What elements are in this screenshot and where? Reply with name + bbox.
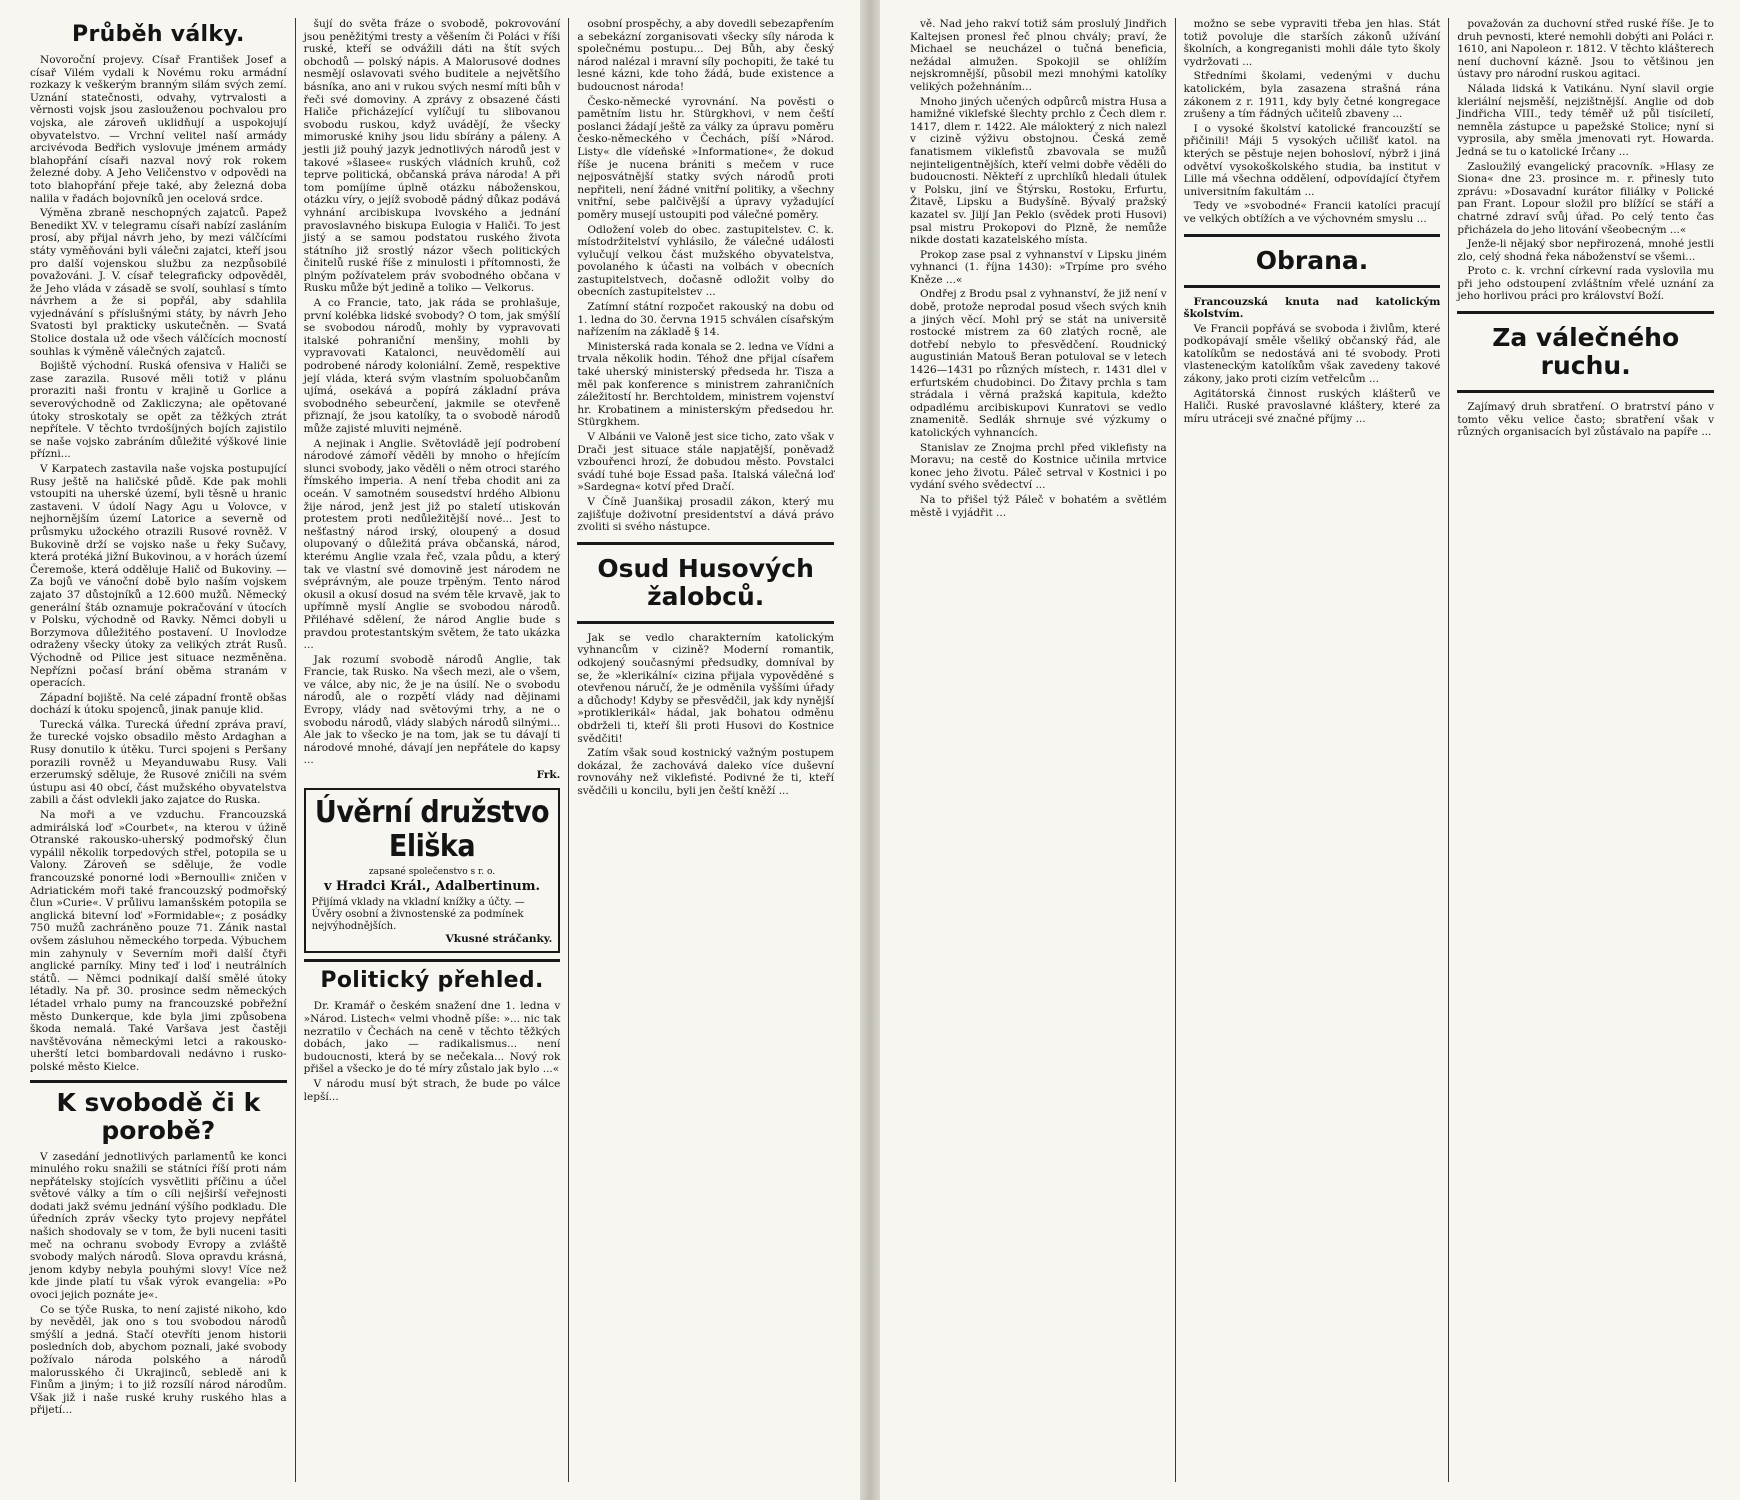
article-paragraph: Agitátorská činnost ruských klášterů ve Haliči. Ruské pravoslavné kláštery, které za míru utráceji své značné příjmy ... <box>1183 387 1441 425</box>
article-paragraph: Proto c. k. vrchní církevní rada vyslovila mu při jeho odstoupení zvláštním vřelé uznání za jeho horlivou práci pro království Boží. <box>1457 265 1715 303</box>
article-paragraph: Středními školami, vedenými v duchu katolickém, byla zasazena strašná rána zákonem z r. 1911, kdy byly četné kongregace zrušeny a tím řádných učitelů zbaveny ... <box>1183 70 1441 121</box>
article-title-za-valecneho-ruchu: Za válečného ruchu. <box>1492 323 1680 381</box>
article-paragraph: Jak rozumí svobodě národů Anglie, tak Francie, tak Rusko. Na všech mezi, ale o všem, ve válce, aby nic, že je na úsilí. Ne o svobodu národů, ale o rozpětí vlády nad dějinami Evropy, vlády nad světovými trhy, a ne o svobodu národů, vlády slabých národů silnými... Ale jak to všecko je na tom, jak se tu dávají ti národové mnohé, dávají jen nepřátele do kapsy ... <box>303 653 561 767</box>
article-signature: Frk. <box>536 769 561 782</box>
article-paragraph: Novoroční projevy. Císař František Josef a císař Vilém vydali k Novému roku armádní rozkazy k veškerým branným silám svých zemí. Uznání statečnosti, odvahy, vytrvalosti a věrnosti vojsk jsou zaslouženou pochvalou pro vojska, ale zároveň uklidňují a uspokojují obyvatelstvo. — Vrchní velitel naší armády arcivévoda Bedřich vyslovuje jménem armády blahopřání císaři nazval nový rok rokem železné doby. A Jeho Veličenstvo v odpovědi na toto blahopřání přeje také, aby železná doba nalila v řadách bojovníků jen ocelová srdce. <box>30 54 287 205</box>
article-title-obrana: Obrana. <box>1255 245 1369 275</box>
article-paragraph: Výměna zbraně neschopných zajatců. Papež Benedikt XV. v telegramu císaři nabízí zasláním prosí, aby přijal návrh jeho, by mezi válčícími státy vyměňováni byli válečni zajatci, kteří jsou pro další vojenskou službu za nezpůsobilé považováni. J. V. císař telegraficky odpověděl, že Jeho vláda v zásadě se svolí, souhlasí s tímto návrhem a že si popřál, aby sdahlila vyjednávání s příslušnými státy, by návrh Jeho Svatosti byl prakticky uskutečněn. — Svatá Stolice dostala už ode všech válčících mocností souhlas k výměně válečných zajatců. <box>30 207 287 358</box>
article-paragraph: V národu musí být strach, že bude po válce lepší... <box>303 1077 561 1103</box>
article-paragraph: Ministerská rada konala se 2. ledna ve Vídni a trvala několik hodin. Téhož dne přijal císařem také uherský ministerský předseda hr. Tisza a měl pak konference s ministrem zahraničních záležitostí hr. Berchtoldem, ministrem vojenství hr. Krobatinem a ministerským předsedou hr. Stürgkhem. <box>577 340 835 429</box>
article-paragraph: možno se sebe vypraviti třeba jen hlas. Stát totiž povoluje dle starších zákonů užívání školních, a kongreganisti mohli dále tyto školy vydržovati ... <box>1183 18 1441 68</box>
article-paragraph: Na moři a ve vzduchu. Francouzská admirálská loď »Courbet«, na kterou v úžině Otranské rakousko-uherský podmořský člun vypálil několik torpedových střel, potopila se u Valony. Zároveň se sděluje, že vodle francouzské ponorné lodi »Bernoulli« zničen v Adriatickém moři také francouzský podmořský člun »Curie«. V průlivu lamanšském potopila se anglická bitevní loď »Formidable«; z posádky 750 mužů zachráněno pouze 71. Zánik nastal ovšem zásluhou německého torpeda. Výbuchem min zahynuly v Severním moři další čtyři anglické parníky. Miny teď i loď i neutrálních států. — Němci podnikají další smělé útoky létadly. Na př. 30. prosince sedm německých létadel vrhalo pumy na francouzské pobřežní město Dunkerque, kde byla jimi způsobena škoda nemalá. Také Varšava jest častěji navštěvována německými letci a rakousko-uherští letci bombardovali nedávno i rusko-polské město Kielce. <box>30 809 287 1073</box>
section-divider <box>304 959 561 962</box>
article-paragraph: Jenže-li nějaký sbor nepřirozená, mnohé jestli zlo, celý shodná řeka náboženství se všemi... <box>1457 238 1715 263</box>
article-paragraph: vě. Nad jeho rakví totiž sám proslulý Jindřich Kaltejsen pronesl řeč plnou chvály; praví, že Michael se neucházel o tučná beneficia, nežádal almužen. Spokojil se ohlížím nejskromnější, působil mezi mnohými katolíky velikých požehnáním... <box>910 18 1167 93</box>
article-paragraph: Tedy ve »svobodné« Francii katolíci pracují ve velkých obtížích a ve výchovném smyslu ... <box>1183 200 1441 225</box>
article-paragraph: Dr. Kramář o českém snažení dne 1. ledna v »Národ. Listech« velmi vhodně píše: »... nic tak nezratilo v Čechách na ceně v těchto těžkých dobách, jako — radikalismus... není budoucnosti, která by se nečekala... Nový rok přišel a všecko je do té míry zůstalo jak bylo ...« <box>303 1000 561 1076</box>
article-paragraph: V Albánii ve Valoně jest sice ticho, zato však v Drači jest situace stále napjatější, poněvadž vzbouřenci hrozí, že dobudou město. Povstalci svádí tuhé boje Essad paša. Italská válečná loď »Sardegna« kotví před Dračí. <box>577 431 835 494</box>
article-paragraph: Zasloužilý evangelický pracovník. »Hlasy ze Siona« dne 23. prosince m. r. přinesly tuto zprávu: »Dosavadní kurátor filiálky v Polické pan Frant. Lopour složil pro blížící se stáří a chatrné zdraví svůj úřad. Po celý tento čas přicházela do jeho litování všeobecným ...« <box>1457 160 1715 236</box>
right-col-1 <box>902 18 1176 1482</box>
article-paragraph: Zatímní státní rozpočet rakouský na dobu od 1. ledna do 30. června 1915 schválen císařským nařízením na základě § 14. <box>577 301 835 339</box>
boxed-title-frame <box>577 542 834 624</box>
article-paragraph: šují do světa fráze o svobodě, pokrovování jsou peněžitými tresty a věšením či Poláci v říši ruské, kteří se odvážili dáti na štít svých obchodů — polský nápis. A Malorusové dodnes nesmějí oslavovati svého buditele a největšího básníka, ano ani v rukou svých nesmí míti bůh v řeči své domoviny. A zprávy z obsazené části Haliče přicházející vylíčují tu slibovanou svobodu ruskou, když uvádějí, že všecky mimoruské knihy jsou lidu sbírány a páleny. A jestli již pouhý jazyk jednotlivých národů jest v takové »šlasee« ruských vládních kruhů, což teprve politická, občanská práva národa! A při tom pomíjíme úplně otázku náboženskou, otázku víry, o jejíž svobodě pádný důkaz podává vyhnání arcibiskupa lvovského a jednání pravoslavného biskupa Eulogia v Haliči. To jest jistý a se samou podstatou ruského života státního již srostlý názor všech politických činitelů ruské říše z minulosti i přítomnosti, že plným požívatelem práv svobodného občana v Rusku může být jedině a toliko — Velkorus. <box>303 18 561 295</box>
article-paragraph: Ve Francii popřává se svoboda i živlům, které podkopávají směle všeliký občanský řád, ale katolíkům se nedostává ani té svobody. Proti vlasteneckým katolíkům však zavedeny takové zákony, jako proti cizím vetřelcům ... <box>1183 322 1441 386</box>
ad-title: Úvěrní družstvo Eliška <box>314 794 550 864</box>
ad-subtitle: zapsané společenstvo s r. o. <box>368 866 496 877</box>
article-paragraph: V Karpatech zastavila naše vojska postupující Rusy ještě na haličské půdě. Kde pak mohli vstoupiti na uherské území, byli těsně u hranic zastaveni. V údolí Nagy Agu u Volovce, v nejhornějším území Latorice a severně od průsmyku užockého otrazili Rusové rovněž. V Bukovině drží se vojsko naše u řeky Sučavy, která protéká jižní Bukovinou, a v horách území Čeremoše, která odděluje Halič od Bukoviny. — Za bojů ve vánoční době bylo naším vojskem zajato 37 důstojníků a 12.600 mužů. Německý generální štáb oznamuje pokračování v útocích v Polsku, východně od Ravky. Němci dobyli u Borzymova důležitého postavení. U Inovlodze odraženy všecky útoky za velikých ztrát Rusů. Východně od Pilice jest situace nezměněna. Nepřízni počasí brání oběma stranám v operacích. <box>30 463 287 690</box>
ad-body: Přijímá vklady na vkladní knížky a účty. — Úvěry osobní a živnostenské za podmínek nejvýhodnějších. <box>311 896 525 932</box>
article-paragraph: osobní prospěchy, a aby dovedli sebezapřením a sebekázní zorganisovati všecky síly národa k společnému postupu... Dej Bůh, aby český národ nalézal i mravní síly pochopiti, že také tu lesné kázni, kde toho žádá, bude existence a budoucnost národa! <box>577 18 835 93</box>
left-col-1 <box>22 18 296 1482</box>
article-title-k-svobode: K svobodě či k porobě? <box>56 1087 261 1145</box>
article-paragraph: Jak se vedlo charakterním katolickým vyhnancům v cizině? Moderní romantik, odkojený současnými předsudky, domníval by se, že »klerikální« cizina přijala vypověděné s otevřenou náručí, že je odměnila vyššími úřady a důchody! Kdyby se přesvědčil, jak kdy nynější »protiklerikál« hádal, jak bohatou odměnu obdrželi ti, kteří šli proti Husovi do Kostnice svědčiti! <box>577 631 835 745</box>
article-paragraph: I o vysoké školství katolické francouzští se přičinili! Máji 5 vysokých učilišť katol. na kterých se pěstuje nejen bohosloví, nýbrž i jiná odvětví vysokoškolského studia, ba institut v Lille má všechna oddělení, odpovídající čtyřem universitním fakultám ... <box>1183 122 1441 198</box>
article-title-osud-husovych: Osud Husových žalobců. <box>597 553 814 611</box>
left-col-3 <box>569 18 842 1482</box>
advertisement-box <box>304 788 561 954</box>
article-paragraph: Zajímavý druh sbratření. O bratrství páno v tomto věku velice často; sbratření však v různých organisacích byl zůstávalo na papíře ... <box>1457 401 1715 439</box>
article-paragraph: považován za duchovní střed ruské říše. Je to druh pevnosti, které nemohli dobýti ani Poláci r. 1610, ani Napoleon r. 1812. V těchto klášterech není duchovní kázně. Jsou to většinou jen ústavy pro národní ruskou agitaci. <box>1457 18 1715 81</box>
left-page-columns <box>22 18 842 1482</box>
article-paragraph: Bojiště východní. Ruská ofensiva v Haliči se zase zarazila. Rusové měli totiž v plánu proraziti naši frontu v krajině u Gorlice a severovýchodně od Zakliczyna; ale opětované útoky stroskotaly se opět za těžkých ztrát nepřítele. V těchto tvrdošíjných bojích zajistilo se naše vojsko zabráním důležité výškové linie přízni... <box>30 360 287 461</box>
left-col-2 <box>296 18 570 1482</box>
article-paragraph: V zasedání jednotlivých parlamentů ke konci minulého roku snažili se státníci říší proti nám nepřátelsky stojících vysvětliti příčinu a účel světové války a tím o cíli nejširší veřejnosti dodati jakž svému jednání výšího podkladu. Dle úředních zpráv všecky tyto projevy nepřátel našich shodovaly se v tom, že byli nuceni tasiti meč na ochranu svobody Evropy a zvláště svobody malých národů. Slova opravdu krásná, jenom kdyby nebyla pouhými slovy! Více než kde jinde platí tu však výrok evangelia: »Po ovoci jejich poznáte je«. <box>30 1150 287 1302</box>
article-paragraph: A co Francie, tato, jak ráda se prohlašuje, první kolébka lidské svobody? O tom, jak smýšlí se svobodou národů, mohly by vypravovati italské pohraniční menšiny, mohli by vypravovati Katalonci, neuvědomělí aui podrobené národy koloniální. Země, respektive její vláda, která svým vlastním spoluobčanům ujímá, osekává a popírá základní práva svobodného sebeurčení, jakmile se otevřeně přiznají, že jsou katolíky, ta o svobodě národů může zajisté mluviti nejméně. <box>303 297 561 435</box>
article-title-politicky-prehled: Politický přehled. <box>320 968 544 994</box>
article-paragraph: A nejinak i Anglie. Světovládě její podrobení národové zámoří věděli by mnoho o hřejícím slunci svobody, jako věděli o něm otroci starého římského imperia. A není třeba chodit ani za oceán. V samotném sousedství hrdého Albionu žije národ, jenž jest již po staletí utiskován protestem proti nedůležitější nové... Jest to nešťastný národ irský, oloupený a dosud olupovaný o důležitá práva občanská, národ, kterému Anglie vzala řeč, vzala půdu, a který tak ve vlastní své domovině jest národem ne svéprávným, ale pouze trpěným. Tento národ okusil a okusí dosud na svém těle krvavě, jak to upřímně myslí Anglie se svobodou národů. Přiléhavé sdělení, že národ Anglie bude s pravdou protestantským světem, že tato ukázka ... <box>303 437 561 652</box>
article-paragraph: Turecká válka. Turecká úřední zpráva praví, že turecké vojsko obsadilo město Ardaghan a Rusy donutilo k útěku. Turci spojeni s Peršany porazili rovněž u Meyanduwabu Rusy. Vali erzerumský sděluje, že Rusové zničili na svém ústupu asi 40 obcí, část mužského obyvatelstva zabili a část odvlekli jako zajatce do Ruska. <box>30 718 287 807</box>
article-paragraph: Na to přišel týž Páleč v bohatém a světlém městě i vyjádřit ... <box>910 493 1167 519</box>
boxed-title-frame <box>1184 234 1441 288</box>
article-paragraph: Česko-německé vyrovnání. Na pověsti o pamětním listu hr. Stürgkhovi, v nem čeští poslanci žádají ještě za války za úpravu poměru česko-německého v Čechách, píší »Národ. Listy« dle vídeňské »Informatione«, že dokud říše je nucena brániti s mečem v ruce nejposvátnější statky svých národů proti nepřiteli, není žádné vnitřní politiky, a všechny vnitřní, sebe palčivější a úpravy vyžadující poměry musejí ustoupiti pod válečné poměry. <box>577 95 835 221</box>
article-paragraph: Odložení voleb do obec. zastupitelstev. C. k. místodržitelství vyhlásilo, že válečné události vylučují velkou část mužského obyvatelstva, povolaného k účasti na volbách v obecních zastupitelstvech, dočasně odložit volby do obecních zastupitelstev ... <box>577 223 835 299</box>
boxed-title-frame <box>1457 311 1714 393</box>
article-paragraph: Zatím však soud kostnický važným postupem dokázal, že zachovává daleko více duševní rovnováhy než viklefisté. Podivné že ti, kteří svědčili u koncilu, byli jen čeští kněží ... <box>577 747 835 797</box>
section-divider <box>30 1080 287 1083</box>
article-paragraph: Západní bojiště. Na celé západní frontě obšas dochází k útoku spojenců, jinak panuje klid. <box>30 691 287 717</box>
article-paragraph: Prokop zase psal z vyhnanství v Lipsku jiném vyhnanci (1. října 1430): »Trpíme pro svého Kněze ...« <box>910 248 1167 286</box>
right-page <box>880 0 1740 1500</box>
ad-place: v Hradci Král., Adalbertinum. <box>323 879 541 895</box>
article-paragraph: V Číně Juanšikaj prosadil zákon, který mu zajišťuje doživotní presidentství a dává právo zvoliti si svého nástupce. <box>577 495 835 534</box>
article-title-prubeh-valky: Průběh války. <box>72 22 245 47</box>
article-paragraph: Ondřej z Brodu psal z vyhnanství, že již není v době, protože neprodal posud všech svých knih a jiných věcí. Mohl prý se stát na universitě rostocké mistrem za 60 zlatých rocně, ale dotřebí nebylo to přesvědčení. Roudnický augustinián Matouš Beran potuloval se v letech 1426—1431 po různých místech, r. 1431 dlel v erfurtském chudobinci. Do Žitavy prchla s tam strádala i věrná pražská kapitula, kdežto odpadlému arcibiskupovi Kunratovi se vedlo znamenitě. Sedlák shrnuje své výzkumy o katolických vyhnancích. <box>910 288 1167 439</box>
article-paragraph: Mnoho jiných učených odpůrců mistra Husa a hamižné viklefské šlechty prchlo z Čech dlem r. 1417, dlem r. 1422. Ale málokterý z nich nalezl v cizině výživu obstojnou. Česká země fanatismem viklefistů zbavovala se mužů nejinteligentnějších, kteří velmi dobře věděli do budoucnosti. Někteří z uprchlíků hledali útulek v Polsku, jiní ve Štýrsku, Rostoku, Erfurtu, Žitavě, Lipsku a Budyšíně. Bývalý pražský kazatel sv. Jiljí Jan Peklo (svědek proti Husovi) psal mistru Prokopovi do Plzně, že nemůže nikde dostati kazatelského místa. <box>910 95 1167 247</box>
left-page <box>0 0 860 1500</box>
article-paragraph: Co se týče Ruska, to není zajisté nikoho, kdo by nevěděl, jak ono s tou svobodou národů smýšlí a jedná. Stačí otevříti jenom historii posledních dob, abychom poznali, jaké svobody požívalo národa polského a národů malorusského či Ukrajinců, sebledě ani k Finům a jiným; i to již rozsílí národ národům. Však již i naše ruské kruhy ruského hlas a přijetí... <box>30 1303 287 1417</box>
article-subtitle: Francouzská knuta nad katolickým školstvím. <box>1183 295 1441 321</box>
right-col-3 <box>1449 18 1722 1482</box>
article-paragraph: Nálada lidská k Vatikánu. Nyní slavil orgie kleriální nejsměší, nejzištnější. Anglie od dob Jindřicha VIII., tedy téměř už půl tisíciletí, nemněla zástupce u papežské Stolice; nyní si vyprosila, aby směla jmenovati ryt. Howarda. Jedná se tu o katolické Irčany ... <box>1457 82 1715 158</box>
article-paragraph: Stanislav ze Znojma prchl před viklefisty na Moravu; na cestě do Kostnice učinila mrtvice konec jeho životu. Páleč setrval v Kostnici i po vydání svého svědectví ... <box>910 441 1167 492</box>
ad-closing: Vkusné stráčanky. <box>445 932 553 945</box>
right-page-columns <box>902 18 1722 1482</box>
page-gutter <box>860 0 880 1500</box>
right-col-2 <box>1176 18 1450 1482</box>
